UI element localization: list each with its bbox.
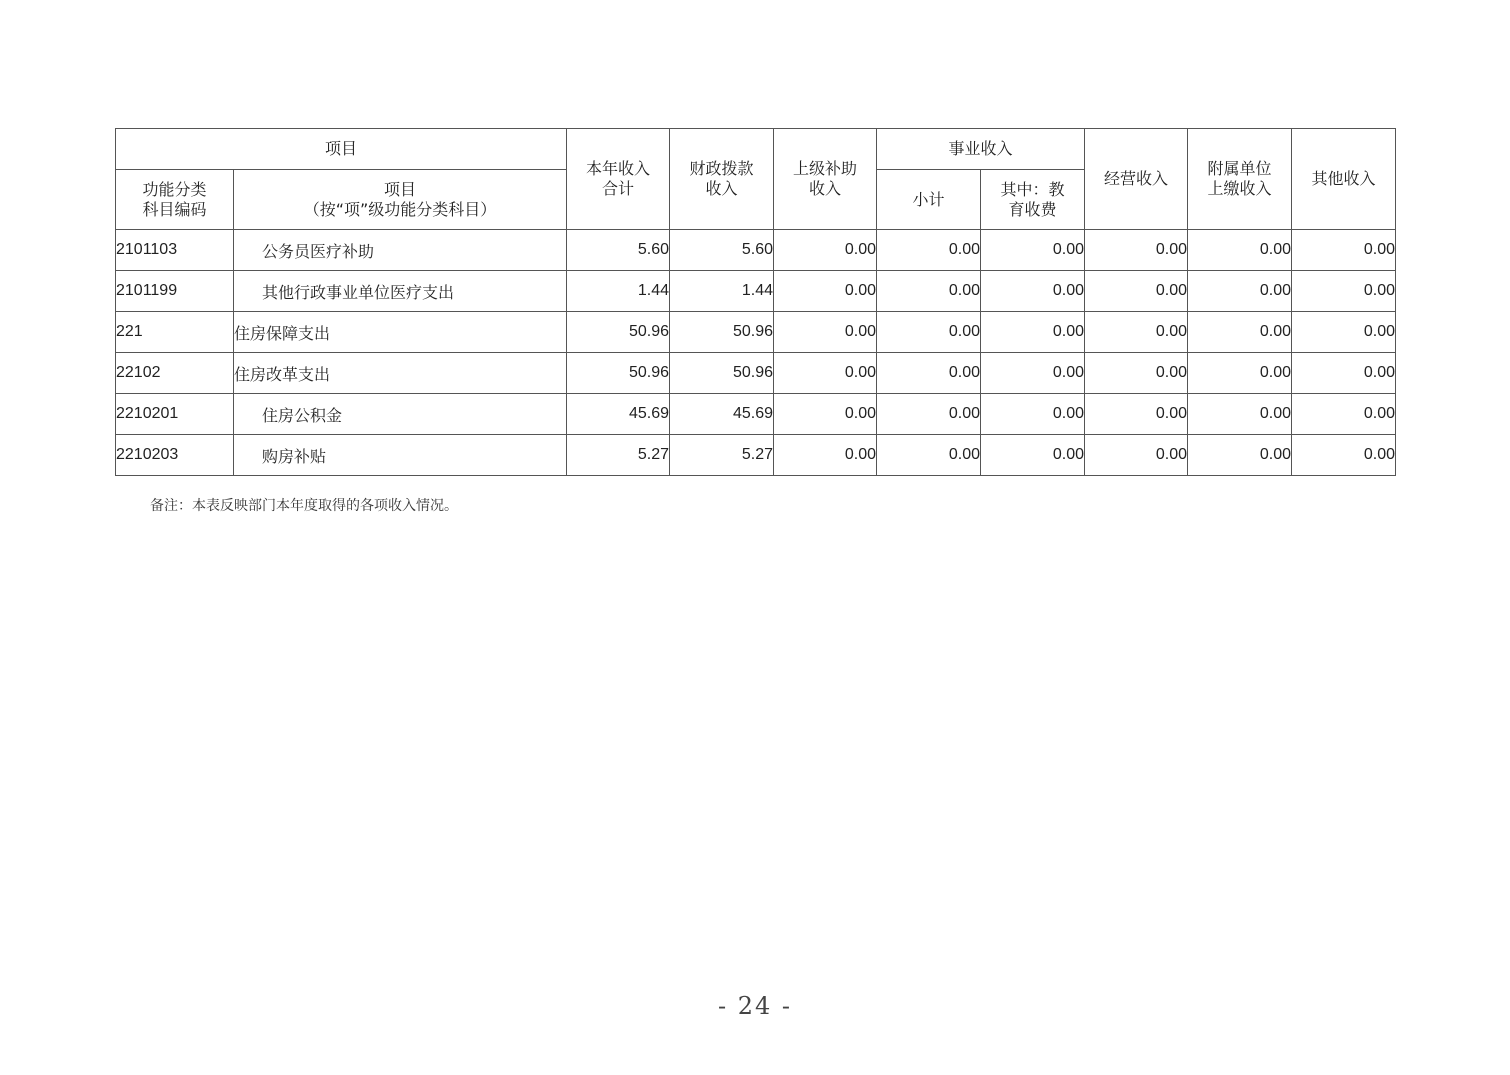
cell-total: 5.27	[567, 435, 670, 476]
cell-affiliated: 0.00	[1188, 312, 1292, 353]
table-row	[116, 353, 1396, 394]
cell-total: 5.60	[567, 230, 670, 271]
cell-code: 221	[116, 312, 234, 353]
cell-superior: 0.00	[774, 394, 877, 435]
cell-subtotal: 0.00	[877, 271, 981, 312]
page-number: - 24 -	[717, 992, 792, 1020]
cell-name: 住房公积金	[234, 394, 567, 435]
cell-code: 2101103	[116, 230, 234, 271]
cell-superior: 0.00	[774, 271, 877, 312]
income-table	[115, 128, 1396, 476]
cell-other: 0.00	[1292, 271, 1396, 312]
header-item-group: 项目	[116, 129, 567, 170]
header-edu-fee: 其中：教 育收费	[981, 170, 1085, 230]
cell-name: 公务员医疗补助	[234, 230, 567, 271]
cell-other: 0.00	[1292, 312, 1396, 353]
header-code: 功能分类 科目编码	[116, 170, 234, 230]
cell-operating: 0.00	[1085, 312, 1188, 353]
cell-superior: 0.00	[774, 435, 877, 476]
cell-edu-fee: 0.00	[981, 271, 1085, 312]
header-affiliated: 附属单位 上缴收入	[1188, 129, 1292, 230]
table-row	[116, 435, 1396, 476]
cell-name: 住房改革支出	[234, 353, 567, 394]
table-header	[116, 129, 1396, 230]
cell-name: 其他行政事业单位医疗支出	[234, 271, 567, 312]
cell-affiliated: 0.00	[1188, 271, 1292, 312]
cell-fiscal: 1.44	[670, 271, 774, 312]
table-row	[116, 394, 1396, 435]
cell-name: 购房补贴	[234, 435, 567, 476]
cell-total: 45.69	[567, 394, 670, 435]
header-operating: 经营收入	[1085, 129, 1188, 230]
cell-name: 住房保障支出	[234, 312, 567, 353]
header-total: 本年收入 合计	[567, 129, 670, 230]
cell-edu-fee: 0.00	[981, 353, 1085, 394]
cell-total: 1.44	[567, 271, 670, 312]
cell-subtotal: 0.00	[877, 435, 981, 476]
cell-affiliated: 0.00	[1188, 353, 1292, 394]
cell-operating: 0.00	[1085, 394, 1188, 435]
cell-total: 50.96	[567, 312, 670, 353]
header-superior: 上级补助 收入	[774, 129, 877, 230]
cell-edu-fee: 0.00	[981, 394, 1085, 435]
cell-other: 0.00	[1292, 353, 1396, 394]
cell-superior: 0.00	[774, 230, 877, 271]
cell-fiscal: 50.96	[670, 312, 774, 353]
table-row	[116, 271, 1396, 312]
cell-edu-fee: 0.00	[981, 312, 1085, 353]
header-subtotal: 小计	[877, 170, 981, 230]
cell-operating: 0.00	[1085, 230, 1188, 271]
table-row	[116, 312, 1396, 353]
cell-operating: 0.00	[1085, 271, 1188, 312]
cell-affiliated: 0.00	[1188, 230, 1292, 271]
table-note: 备注：本表反映部门本年度取得的各项收入情况。	[150, 498, 458, 514]
cell-fiscal: 5.60	[670, 230, 774, 271]
cell-superior: 0.00	[774, 312, 877, 353]
table-row	[116, 230, 1396, 271]
header-fiscal: 财政拨款 收入	[670, 129, 774, 230]
cell-operating: 0.00	[1085, 435, 1188, 476]
header-other: 其他收入	[1292, 129, 1396, 230]
cell-operating: 0.00	[1085, 353, 1188, 394]
cell-code: 2210201	[116, 394, 234, 435]
header-business-group: 事业收入	[877, 129, 1085, 170]
cell-fiscal: 50.96	[670, 353, 774, 394]
cell-edu-fee: 0.00	[981, 230, 1085, 271]
cell-affiliated: 0.00	[1188, 435, 1292, 476]
cell-edu-fee: 0.00	[981, 435, 1085, 476]
cell-code: 2101199	[116, 271, 234, 312]
cell-subtotal: 0.00	[877, 230, 981, 271]
cell-other: 0.00	[1292, 435, 1396, 476]
cell-code: 2210203	[116, 435, 234, 476]
cell-superior: 0.00	[774, 353, 877, 394]
cell-total: 50.96	[567, 353, 670, 394]
cell-affiliated: 0.00	[1188, 394, 1292, 435]
cell-subtotal: 0.00	[877, 394, 981, 435]
cell-other: 0.00	[1292, 394, 1396, 435]
cell-other: 0.00	[1292, 230, 1396, 271]
cell-code: 22102	[116, 353, 234, 394]
cell-subtotal: 0.00	[877, 353, 981, 394]
header-item: 项目 （按“项”级功能分类科目）	[234, 170, 567, 230]
cell-subtotal: 0.00	[877, 312, 981, 353]
cell-fiscal: 45.69	[670, 394, 774, 435]
cell-fiscal: 5.27	[670, 435, 774, 476]
